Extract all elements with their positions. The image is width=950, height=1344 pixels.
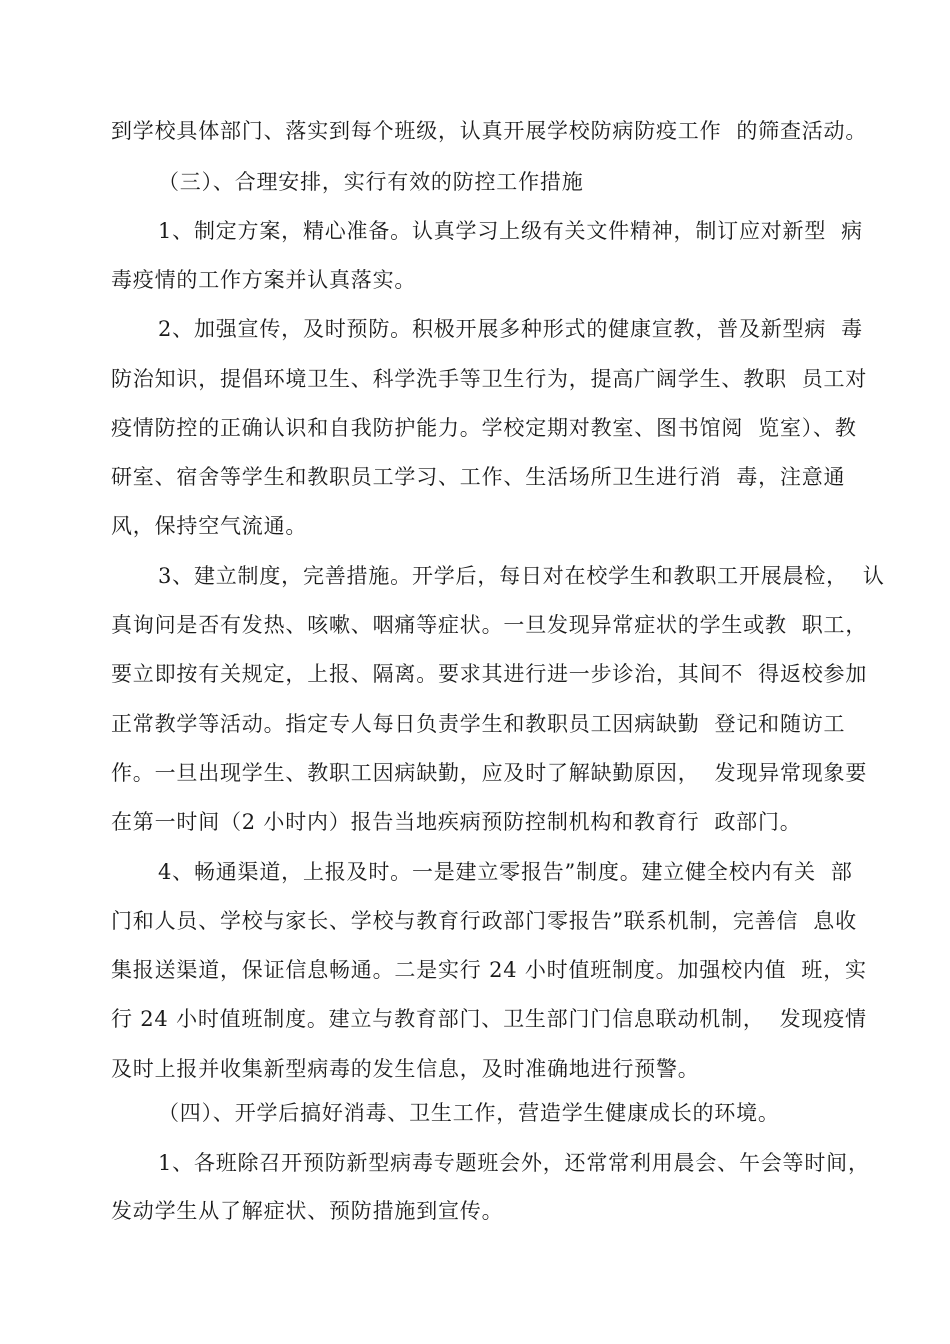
paragraph-line: 到学校具体部门、落实到每个班级，认真开展学校防病防疫工作 的筛查活动。 [111, 119, 868, 143]
paragraph-line: 1、各班除召开预防新型病毒专题班会外，还常常利用晨会、午会等时间， [158, 1151, 870, 1175]
paragraph-line: 研室、宿舍等学生和教职员工学习、工作、生活场所卫生进行消 毒，注意通 [111, 465, 846, 489]
paragraph-line: 及时上报并收集新型病毒的发生信息，及时准确地进行预警。 [111, 1057, 700, 1081]
paragraph-line: 集报送渠道，保证信息畅通。二是实行 24 小时值班制度。加强校内值 班，实 [111, 958, 867, 982]
paragraph-line: 1、制定方案，精心准备。认真学习上级有关文件精神，制订应对新型 病 [158, 219, 863, 243]
paragraph-line: 防治知识，提倡环境卫生、科学洗手等卫生行为，提高广阔学生、教职 员工对 [111, 367, 868, 391]
paragraph-line: 发动学生从了解症状、预防措施到宣传。 [111, 1199, 504, 1223]
paragraph-line: 在第一时间（2 小时内）报告当地疾病预防控制机构和教育行 政部门。 [111, 810, 802, 834]
paragraph-line: 真询问是否有发热、咳嗽、咽痛等症状。一旦发现异常症状的学生或教 职工， [111, 613, 868, 637]
paragraph-line: 门和人员、学校与家长、学校与教育行政部门零报告”联系机制，完善信 息收 [111, 909, 857, 933]
paragraph-line: 毒疫情的工作方案并认真落实。 [111, 268, 417, 292]
paragraph-line: 要立即按有关规定，上报、隔离。要求其进行进一步诊治，其间不 得返校参加 [111, 662, 868, 686]
paragraph-line: 4、畅通渠道，上报及时。一是建立零报告”制度。建立健全校内有关 部 [158, 860, 853, 884]
paragraph-line: 作。一旦出现学生、教职工因病缺勤，应及时了解缺勤原因， 发现异常现象要 [111, 761, 868, 785]
paragraph-line: 3、建立制度，完善措施。开学后，每日对在校学生和教职工开展晨检， 认 [158, 564, 885, 588]
paragraph-line: 风，保持空气流通。 [111, 514, 308, 538]
paragraph-line: 行 24 小时值班制度。建立与教育部门、卫生部门门信息联动机制， 发现疫情 [111, 1007, 867, 1031]
section-heading: （四）、开学后搞好消毒、卫生工作，营造学生健康成长的环境。 [158, 1101, 780, 1125]
paragraph-line: 疫情防控的正确认识和自我防护能力。学校定期对教室、图书馆阅 览室）、教 [111, 416, 857, 440]
paragraph-line: 2、加强宣传，及时预防。积极开展多种形式的健康宣教，普及新型病 毒 [158, 317, 863, 341]
paragraph-line: 正常教学等活动。指定专人每日负责学生和教职员工因病缺勤 登记和随访工 [111, 712, 846, 736]
section-heading: （三）、合理安排，实行有效的防控工作措施 [158, 170, 584, 194]
